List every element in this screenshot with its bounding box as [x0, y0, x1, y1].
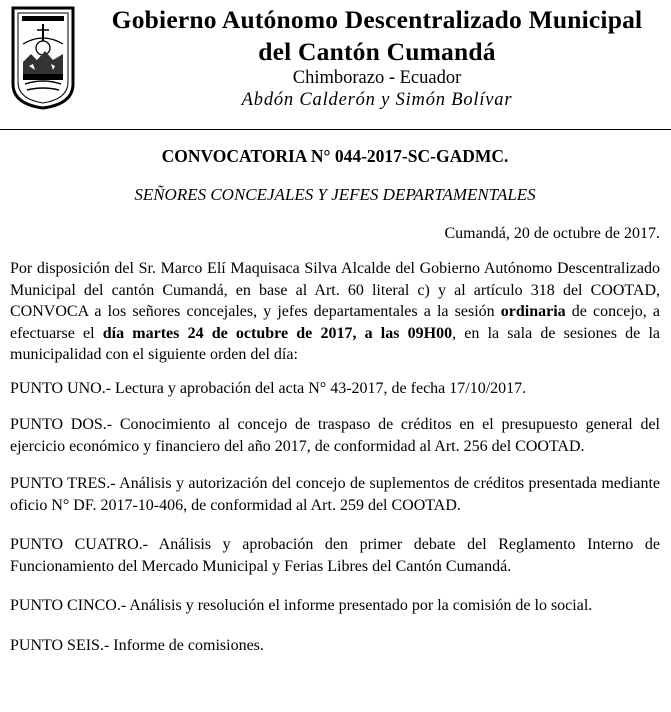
- institution-name-line1: Gobierno Autónomo Descentralizado Municipal: [111, 5, 643, 34]
- session-datetime: día martes 24 de octubre de 2017, a las 09H00: [102, 324, 453, 342]
- institution-name-line2: del Cantón Cumandá: [258, 37, 496, 66]
- institution-name: [84, 4, 670, 68]
- institution-motto: Abdón Calderón y Simón Bolívar: [241, 90, 513, 110]
- agenda-item-2: PUNTO DOS.- Conocimiento al concejo de traspaso de créditos en el presupuesto general del ejercicio económico y financiero del año 2017, de conformidad al Art. 256 del COOTAD.: [10, 416, 660, 455]
- intro-text-1: Por disposición del Sr. Marco Elí Maquisaca Silva Alcalde del Gobierno Autónomo Descentralizado Municipal del cantón Cumandá, en base al Art. 60 literal c) y al artículo 318 del COOTAD, CONVOCA a los señores concejales, y jefes departamentales a la sesión: [10, 260, 660, 320]
- agenda-item-5: PUNTO CINCO.- Análisis y resolución el informe presentado por la comisión de lo social.: [10, 597, 593, 614]
- agenda-item-4: PUNTO CUATRO.- Análisis y aprobación den primer debate del Reglamento Interno de Funcionamiento del Mercado Municipal y Ferias Libres del Cantón Cumandá.: [10, 536, 660, 575]
- session-type: ordinaria: [500, 303, 566, 320]
- document-date: Cumandá, 20 de octubre de 2017.: [444, 225, 660, 242]
- intro-text-2: de concejo, a efectuarse el: [10, 303, 660, 342]
- agenda-item-1: PUNTO UNO.- Lectura y aprobación del acta N° 43-2017, de fecha 17/10/2017.: [10, 379, 527, 397]
- convocatoria-title: CONVOCATORIA N° 044-2017-SC-GADMC.: [161, 146, 509, 166]
- document-body: [10, 145, 660, 656]
- agenda-item-6: PUNTO SEIS.- Informe de comisiones.: [10, 636, 264, 654]
- addressee-line: SEÑORES CONCEJALES Y JEFES DEPARTAMENTALES: [134, 185, 536, 204]
- intro-text-3: , en la sala de sesiones de la municipalidad con el siguiente orden del día:: [10, 324, 660, 363]
- header-divider: [0, 129, 671, 130]
- agenda-item-3: PUNTO TRES.- Análisis y autorización del concejo de suplementos de créditos presentada mediante oficio N° DF. 2017-10-406, de conformidad al Art. 259 del COOTAD.: [10, 475, 660, 514]
- location-subtitle: Chimborazo - Ecuador: [292, 68, 462, 88]
- intro-paragraph: [10, 258, 660, 366]
- municipal-coat-of-arms-logo: [9, 4, 77, 111]
